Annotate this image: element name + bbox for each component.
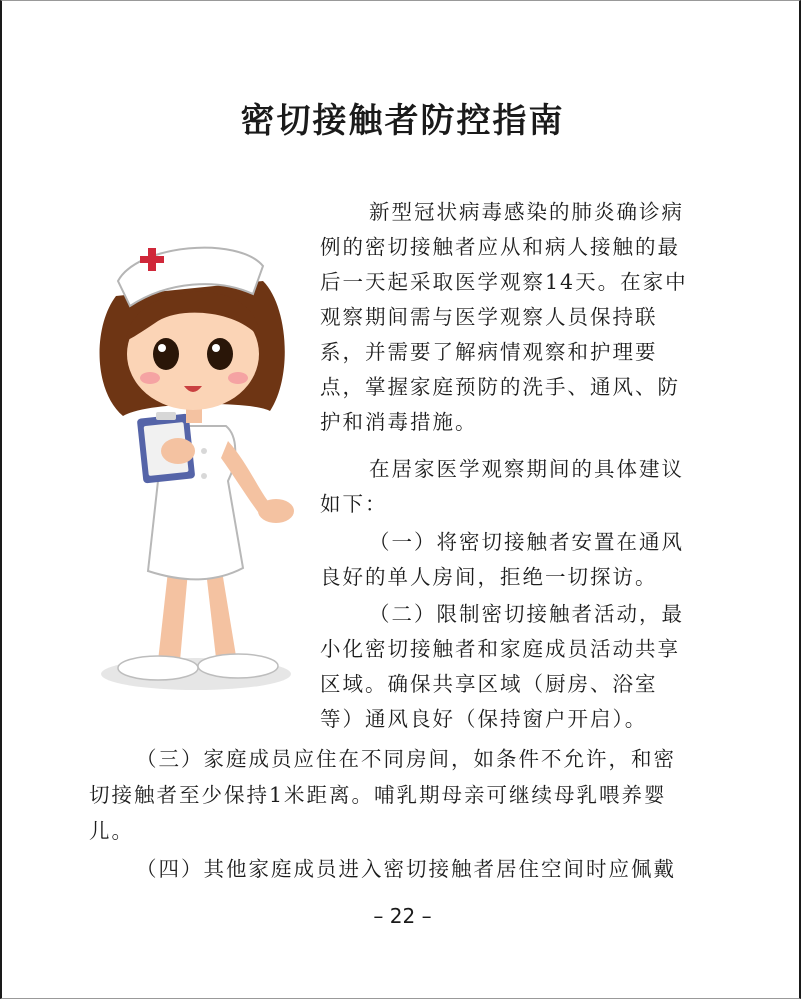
text-line: （三）家庭成员应住在不同房间，如条件不允许，和密 [136, 747, 676, 771]
text-line: （一）将密切接触者安置在通风 [369, 530, 684, 554]
text-line: 如下： [320, 492, 388, 516]
text-line: 后一天起采取医学观察14天。在家中 [320, 270, 688, 294]
text-line: 观察期间需与医学观察人员保持联 [320, 305, 658, 329]
text-line: 在居家医学观察期间的具体建议 [369, 457, 684, 481]
text-line: 点，掌握家庭预防的洗手、通风、防 [320, 375, 680, 399]
text-line: 等）通风良好（保持窗户开启）。 [320, 707, 648, 731]
text-line: 切接触者至少保持1米距离。哺乳期母亲可继续母乳喂养婴 [89, 783, 667, 807]
text-line: 儿。 [89, 819, 134, 843]
text-line: 区域。确保共享区域（厨房、浴室 [320, 672, 658, 696]
page-title: 密切接触者防控指南 [240, 101, 565, 141]
text-line: 系，并需要了解病情观察和护理要 [320, 340, 658, 364]
text-line: 例的密切接触者应从和病人接触的最 [320, 235, 680, 259]
text-line: 良好的单人房间，拒绝一切探访。 [320, 565, 658, 589]
text-line: 护和消毒措施。 [320, 410, 478, 434]
text-line: 新型冠状病毒感染的肺炎确诊病 [369, 200, 684, 224]
page-number: – 22 – [373, 904, 432, 928]
text-line: （二）限制密切接触者活动，最 [369, 602, 684, 626]
nurse-illustration-icon [88, 226, 303, 701]
text-line: （四）其他家庭成员进入密切接触者居住空间时应佩戴 [136, 857, 676, 881]
text-line: 小化密切接触者和家庭成员活动共享 [320, 637, 680, 661]
